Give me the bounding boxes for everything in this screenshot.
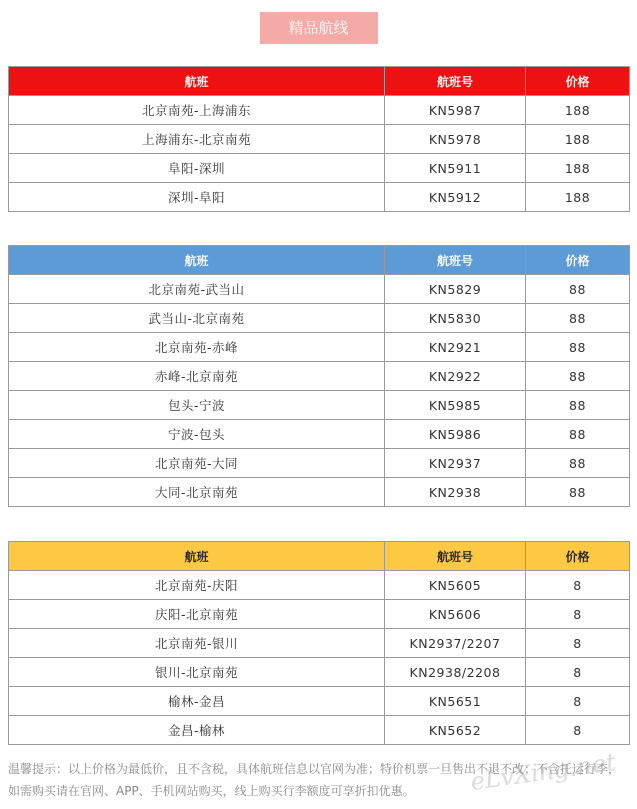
flight-number-cell: KN5986 [385, 420, 526, 449]
table-row [9, 571, 630, 600]
price-cell: 188 [526, 183, 630, 212]
flight-number-cell: KN5652 [385, 716, 526, 745]
column-header-flight-number: 航班号 [385, 246, 526, 275]
flight-number-cell: KN5651 [385, 687, 526, 716]
price-cell: 88 [526, 333, 630, 362]
table-row [9, 391, 630, 420]
route-cell: 北京南苑-上海浦东 [9, 96, 385, 125]
flight-table-yellow [8, 541, 630, 745]
flight-table-blue [8, 245, 630, 507]
price-cell: 8 [526, 571, 630, 600]
route-cell: 阜阳-深圳 [9, 154, 385, 183]
route-cell: 北京南苑-银川 [9, 629, 385, 658]
table-header-row [9, 246, 630, 275]
table-header-row [9, 67, 630, 96]
table-row [9, 478, 630, 507]
price-cell: 8 [526, 629, 630, 658]
page-title: 精品航线 [260, 12, 378, 44]
table-row [9, 183, 630, 212]
flight-number-cell: KN2938 [385, 478, 526, 507]
table-row [9, 687, 630, 716]
column-header-flight-number: 航班号 [385, 67, 526, 96]
price-cell: 88 [526, 362, 630, 391]
column-header-price: 价格 [526, 67, 630, 96]
route-cell: 深圳-阜阳 [9, 183, 385, 212]
table-row [9, 629, 630, 658]
column-header-price: 价格 [526, 246, 630, 275]
price-cell: 88 [526, 478, 630, 507]
price-cell: 88 [526, 275, 630, 304]
route-cell: 榆林-金昌 [9, 687, 385, 716]
price-cell: 188 [526, 96, 630, 125]
flight-number-cell: KN2937 [385, 449, 526, 478]
table-row [9, 658, 630, 687]
table-row [9, 275, 630, 304]
route-cell: 北京南苑-大同 [9, 449, 385, 478]
flight-number-cell: KN5606 [385, 600, 526, 629]
route-cell: 赤峰-北京南苑 [9, 362, 385, 391]
table-header-row [9, 542, 630, 571]
flight-table-red [8, 66, 630, 212]
flight-number-cell: KN5912 [385, 183, 526, 212]
route-cell: 武当山-北京南苑 [9, 304, 385, 333]
table-row [9, 449, 630, 478]
price-cell: 8 [526, 687, 630, 716]
column-header-route: 航班 [9, 67, 385, 96]
price-cell: 88 [526, 391, 630, 420]
table-row [9, 154, 630, 183]
flight-number-cell: KN5911 [385, 154, 526, 183]
route-cell: 包头-宁波 [9, 391, 385, 420]
price-cell: 88 [526, 420, 630, 449]
flight-number-cell: KN5830 [385, 304, 526, 333]
price-cell: 8 [526, 658, 630, 687]
route-cell: 银川-北京南苑 [9, 658, 385, 687]
column-header-flight-number: 航班号 [385, 542, 526, 571]
column-header-route: 航班 [9, 542, 385, 571]
route-cell: 北京南苑-赤峰 [9, 333, 385, 362]
route-cell: 宁波-包头 [9, 420, 385, 449]
route-cell: 北京南苑-武当山 [9, 275, 385, 304]
table-row [9, 304, 630, 333]
route-cell: 庆阳-北京南苑 [9, 600, 385, 629]
price-cell: 188 [526, 154, 630, 183]
route-cell: 北京南苑-庆阳 [9, 571, 385, 600]
table-row [9, 125, 630, 154]
flight-number-cell: KN5985 [385, 391, 526, 420]
table-row [9, 420, 630, 449]
price-cell: 188 [526, 125, 630, 154]
table-row [9, 96, 630, 125]
flight-number-cell: KN5987 [385, 96, 526, 125]
table-row [9, 333, 630, 362]
price-cell: 88 [526, 449, 630, 478]
watermark: eLvXing.net [468, 747, 618, 797]
price-cell: 88 [526, 304, 630, 333]
column-header-price: 价格 [526, 542, 630, 571]
column-header-route: 航班 [9, 246, 385, 275]
flight-number-cell: KN2921 [385, 333, 526, 362]
table-row [9, 362, 630, 391]
route-cell: 金昌-榆林 [9, 716, 385, 745]
route-cell: 大同-北京南苑 [9, 478, 385, 507]
flight-number-cell: KN5829 [385, 275, 526, 304]
price-cell: 8 [526, 716, 630, 745]
table-row [9, 600, 630, 629]
route-cell: 上海浦东-北京南苑 [9, 125, 385, 154]
flight-number-cell: KN2938/2208 [385, 658, 526, 687]
flight-number-cell: KN2922 [385, 362, 526, 391]
table-row [9, 716, 630, 745]
flight-number-cell: KN5605 [385, 571, 526, 600]
flight-number-cell: KN2937/2207 [385, 629, 526, 658]
price-cell: 8 [526, 600, 630, 629]
flight-number-cell: KN5978 [385, 125, 526, 154]
tips-note: 温馨提示：以上价格为最低价，且不含税，具体航班信息以官网为准；特价机票一旦售出不退不改；不含托运行李，如需购买请在官网、APP、手机网站购买，线上购买行李额度可享折扣优惠。 [8, 762, 621, 798]
